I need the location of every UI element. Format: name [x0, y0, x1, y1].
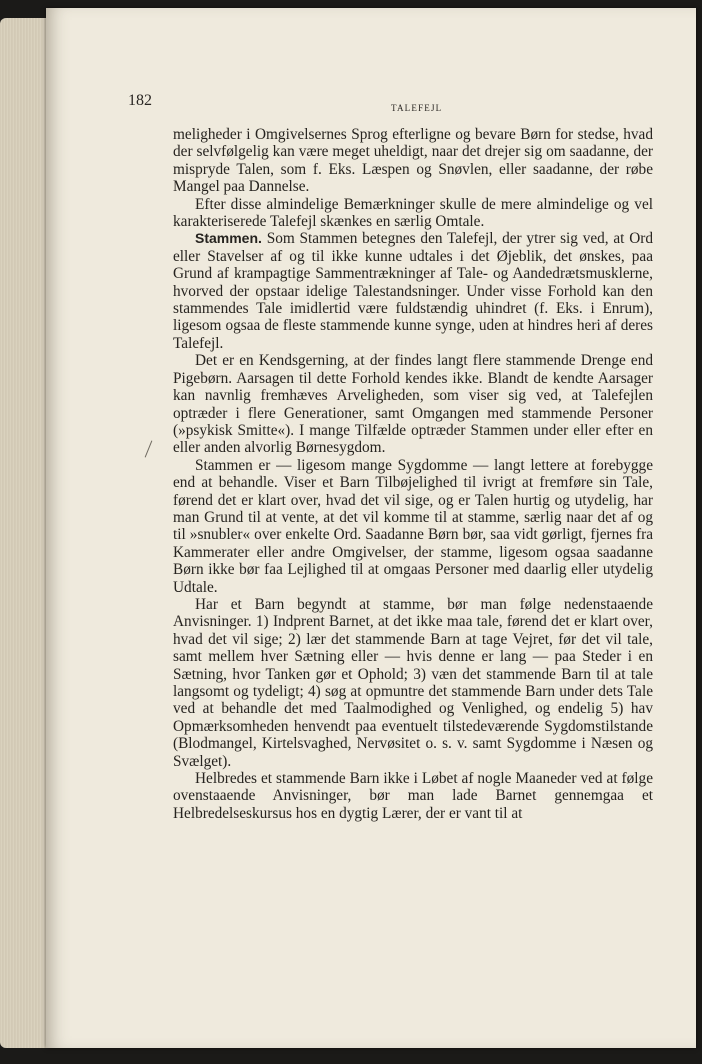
body-text — [173, 126, 653, 822]
section-heading-stammen: Stammen. — [195, 230, 262, 247]
paragraph-4: Det er en Kendsgerning, at der findes langt flere stammende Drenge end Pigebørn. Aarsagen til dette Forhold kendes ikke. Blandt de kendte Aarsager kan navnlig fremhæves Arveligheden, som viser sig ved, at Talefejlen optræder i flere Generationer, samt Omgangen med stammende Personer (»psykisk Smitte«). I mange Tilfælde optræder Stammen under eller efter en eller anden alvorlig Børnesygdom. — [173, 352, 653, 457]
paragraph-3 — [173, 230, 653, 352]
paragraph-6: Har et Barn begyndt at stamme, bør man følge nedenstaaende Anvisninger. 1) Indprent Barnet, at det ikke maa tale, førend det er klart over, hvad det vil sige; 2) lær det stammende Barn at tage Vejret, før det vil tale, samt mellem hver Sætning eller — hvis denne er lang — paa Steder i en Sætning, hvor Tanken gør et Ophold; 3) væn det stammende Barn til at tale langsomt og tydeligt; 4) søg at opmuntre det stammende Barn under dets Tale ved at behandle det med Taalmodighed og Venlighed, og endelig 5) hav Opmærksomheden henvendt paa eventuelt tilstedeværende Sygdomstilstande (Blodmangel, Kirtelsvaghed, Nervøsitet o. s. v. samt Sygdomme i Næsen og Svælget). — [173, 595, 653, 770]
paragraph-1: meligheder i Omgivelsernes Sprog efterligne og bevare Børn for stedse, hvad der selvfølgelig kan være meget uheldigt, naar det drejer sig om saadanne, der mispryde Talen, som f. Eks. Læspen og Snøvlen, eller saadanne, der røbe Mangel paa Dannelse. — [173, 126, 653, 196]
page-number: 182 — [128, 92, 152, 109]
paragraph-5: Stammen er — ligesom mange Sygdomme — langt lettere at forebygge end at behandle. Viser et Barn Tilbøjelighed til ivrigt at fremføre sin Tale, førend det er klart over, hvad det vil sige, og er Talen hurtig og utydelig, har man Grund til at vente, at det vil komme til at stamme, særlig naar det af og til »snubler« over enkelte Ord. Saadanne Børn bør, saa vidt gørligt, fjernes fra Kammerater eller andre Omgivelser, der stamme, ligesom ogsaa saadanne Børn ikke bør faa Lejlighed til at omgaas Personer med daarlig eller utydelig Udtale. — [173, 456, 653, 596]
paragraph-7: Helbredes et stammende Barn ikke i Løbet af nogle Maaneder ved at følge ovenstaaende Anvisninger, bør man lade Barnet gennemgaa et Helbredelseskursus hos en dygtig Lærer, der er vant til at — [173, 770, 653, 822]
running-head: TALEFEJL — [391, 103, 443, 113]
paragraph-3-text: Som Stammen betegnes den Talefejl, der ytrer sig ved, at Ord eller Stavelser af og til ikke kunne udtales i det Øjeblik, det ønskes, paa Grund af krampagtige Sammentrækninger af Tale- og Aandedrætsmusklerne, hvorved der opstaar idelige Talestandsninger. Under visse Forhold kan den stammendes Tale imidlertid være fuldstændig uhindret (f. Eks. i Enrum), ligesom ogsaa de fleste stammende kunne synge, uden at hindres heri af deres Talefejl. — [173, 230, 654, 352]
paragraph-2: Efter disse almindelige Bemærkninger skulle de mere almindelige og vel karakteriserede Talefejl skænkes en særlig Omtale. — [173, 195, 653, 231]
